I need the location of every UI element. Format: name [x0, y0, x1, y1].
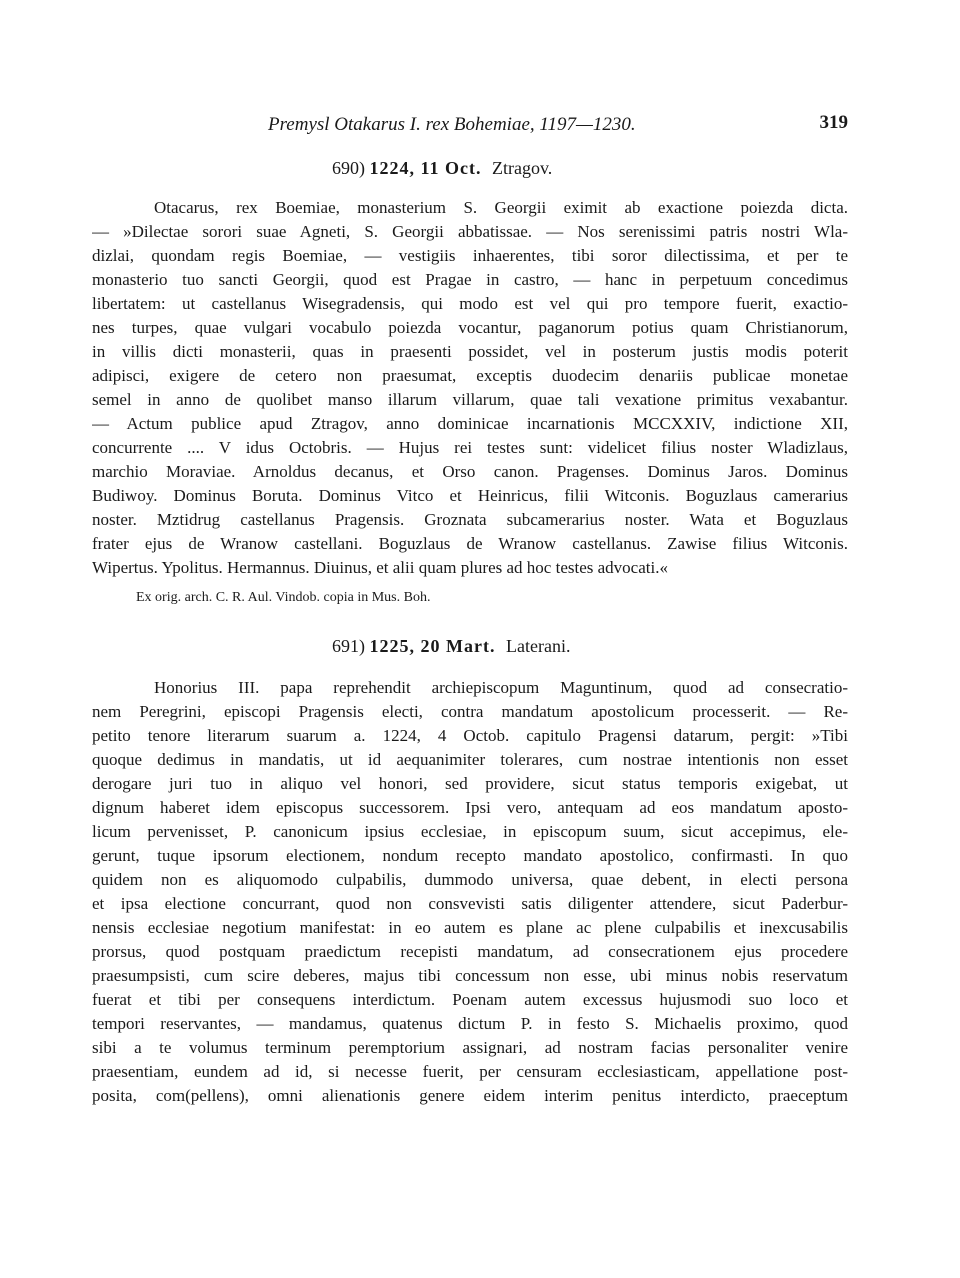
entry-690-number: 690): [332, 158, 365, 178]
page-number: 319: [819, 112, 848, 133]
entry-690-line: Otacarus, rex Boemiae, monasterium S. Georgii eximit ab exactione poiezda dicta.: [154, 198, 848, 217]
running-head-title: Premysl Otakarus I. rex Bohemiae, 1197—1230.: [268, 114, 636, 135]
entry-690-line: — »Dilectae sorori suae Agneti, S. Georgii abbatissae. — Nos serenissimi patris nostri Wla-: [92, 222, 848, 241]
entry-691-line: quidem non es aliquomodo culpabilis, dummodo universa, quae debent, in electi persona: [92, 870, 848, 889]
entry-691-place: Laterani.: [505, 636, 571, 656]
entry-691-line: licum pervenisset, P. canonicum ipsius ecclesiae, in episcopum suum, sicut accepimus, ele-: [92, 822, 848, 841]
entry-690-heading: [332, 158, 552, 179]
entry-690-date: 1224, 11 Oct.: [369, 158, 482, 178]
entry-691-line: prorsus, quod postquam praedictum recepisti mandatum, ad consecrationem ejus procedere: [92, 942, 848, 961]
entry-690-line: Budiwoy. Dominus Boruta. Dominus Vitco et Heinricus, filii Witconis. Boguzlaus camerarius: [92, 486, 848, 505]
entry-690-line: nes turpes, quae vulgari vocabulo poiezda vocantur, paganorum potius quam Christianorum,: [92, 318, 848, 337]
entry-691-line: dignum haberet idem episcopus successorem. Ipsi vero, antequam ad eos mandatum aposto-: [92, 798, 848, 817]
entry-690-line: concurrente .... V idus Octobris. — Hujus rei testes sunt: videlicet filius noster Wladizlaus,: [92, 438, 848, 457]
entry-690-line: Wipertus. Ypolitus. Hermannus. Diuinus, et alii quam plures ad hoc testes advocati.«: [92, 558, 668, 577]
entry-691-line: tempori reservantes, — mandamus, quatenus dictum P. in festo S. Michaelis proximo, quod: [92, 1014, 848, 1033]
entry-691-line: gerunt, tuque ipsorum electionem, nondum recepto mandato apostolico, confirmasti. In quo: [92, 846, 848, 865]
entry-691-line: Honorius III. papa reprehendit archiepiscopum Maguntinum, quod ad consecratio-: [154, 678, 848, 697]
entry-690-line: — Actum publice apud Ztragov, anno dominicae incarnationis MCCXXIV, indictione XII,: [92, 414, 848, 433]
entry-691-line: nem Peregrini, episcopi Pragensis electi, contra mandatum apostolicum processerit. — Re-: [92, 702, 848, 721]
entry-691-line: quoque dedimus in mandatis, ut id aequanimiter tolerares, cum nostrae intentionis non esset: [92, 750, 848, 769]
running-head: [268, 114, 848, 142]
entry-690-line: frater ejus de Wranow castellani. Boguzlaus de Wranow castellanus. Zawise filius Witconis.: [92, 534, 848, 553]
entry-690-place: Ztragov.: [492, 158, 553, 178]
entry-691-number: 691): [332, 636, 365, 656]
entry-691-line: derogare juri tuo in aliquo vel honori, sed providere, sicut status temporis exigebat, ut: [92, 774, 848, 793]
entry-691-line: fuerat et tibi per consequens interdictum. Poenam autem excessus hujusmodi suo loco et: [92, 990, 848, 1009]
entry-690-line: libertatem: ut castellanus Wisegradensis, qui modo est vel qui pro tempore fuerit, exactio-: [92, 294, 848, 313]
entry-691-line: posita, com(pellens), omni alienationis genere eidem interim penitus interdicto, praeceptum: [92, 1086, 848, 1105]
entry-691-line: praesentiam, eundem ad id, si necesse fuerit, per censuram ecclesiasticam, appellatione post-: [92, 1062, 848, 1081]
entry-691-line: praesumpsisti, cum scire deberes, majus tibi concessum non esse, ubi minus nobis reservatum: [92, 966, 848, 985]
entry-690-line: adipisci, exigere de cetero non praesumat, exceptis duodecim denariis publicae monetae: [92, 366, 848, 385]
entry-690-source: Ex orig. arch. C. R. Aul. Vindob. copia in Mus. Boh.: [136, 590, 431, 605]
entry-691-line: nensis ecclesiae negotium manifestat: in eo autem es plane ac plene culpabilis et inexcusabilis: [92, 918, 848, 937]
entry-690-line: dizlai, quondam regis Boemiae, — vestigiis inhaerentes, tibi soror dilectissima, et per te: [92, 246, 848, 265]
entry-690-line: noster. Mztidrug castellanus Pragensis. Groznata subcamerarius noster. Wata et Boguzlaus: [92, 510, 848, 529]
entry-690-line: semel in anno de quolibet manso illarum villarum, quae tali vexatione primitus vexabantur.: [92, 390, 848, 409]
entry-691-date: 1225, 20 Mart.: [369, 636, 496, 656]
entry-691-line: petito tenore literarum suarum a. 1224, 4 Octob. capitulo Pragensi datarum, pergit: »Tibi: [92, 726, 848, 745]
entry-690-line: marchio Moraviae. Arnoldus decanus, et Orso canon. Pragenses. Dominus Jaros. Dominus: [92, 462, 848, 481]
entry-691-line: sibi a te volumus terminum peremptorium assignari, ad nostram facias personaliter venire: [92, 1038, 848, 1057]
entry-690-line: monasterio tuo sancti Georgii, quod est Pragae in castro, — hanc in perpetuum concedimus: [92, 270, 848, 289]
entry-691-heading: [332, 636, 570, 657]
entry-691-line: et ipsa electione concurrant, quod non consvevisti satis diligenter attendere, sicut Paderbur-: [92, 894, 848, 913]
entry-690-line: in villis dicti monasterii, quas in praesenti possidet, vel in posterum justis modis poterit: [92, 342, 848, 361]
